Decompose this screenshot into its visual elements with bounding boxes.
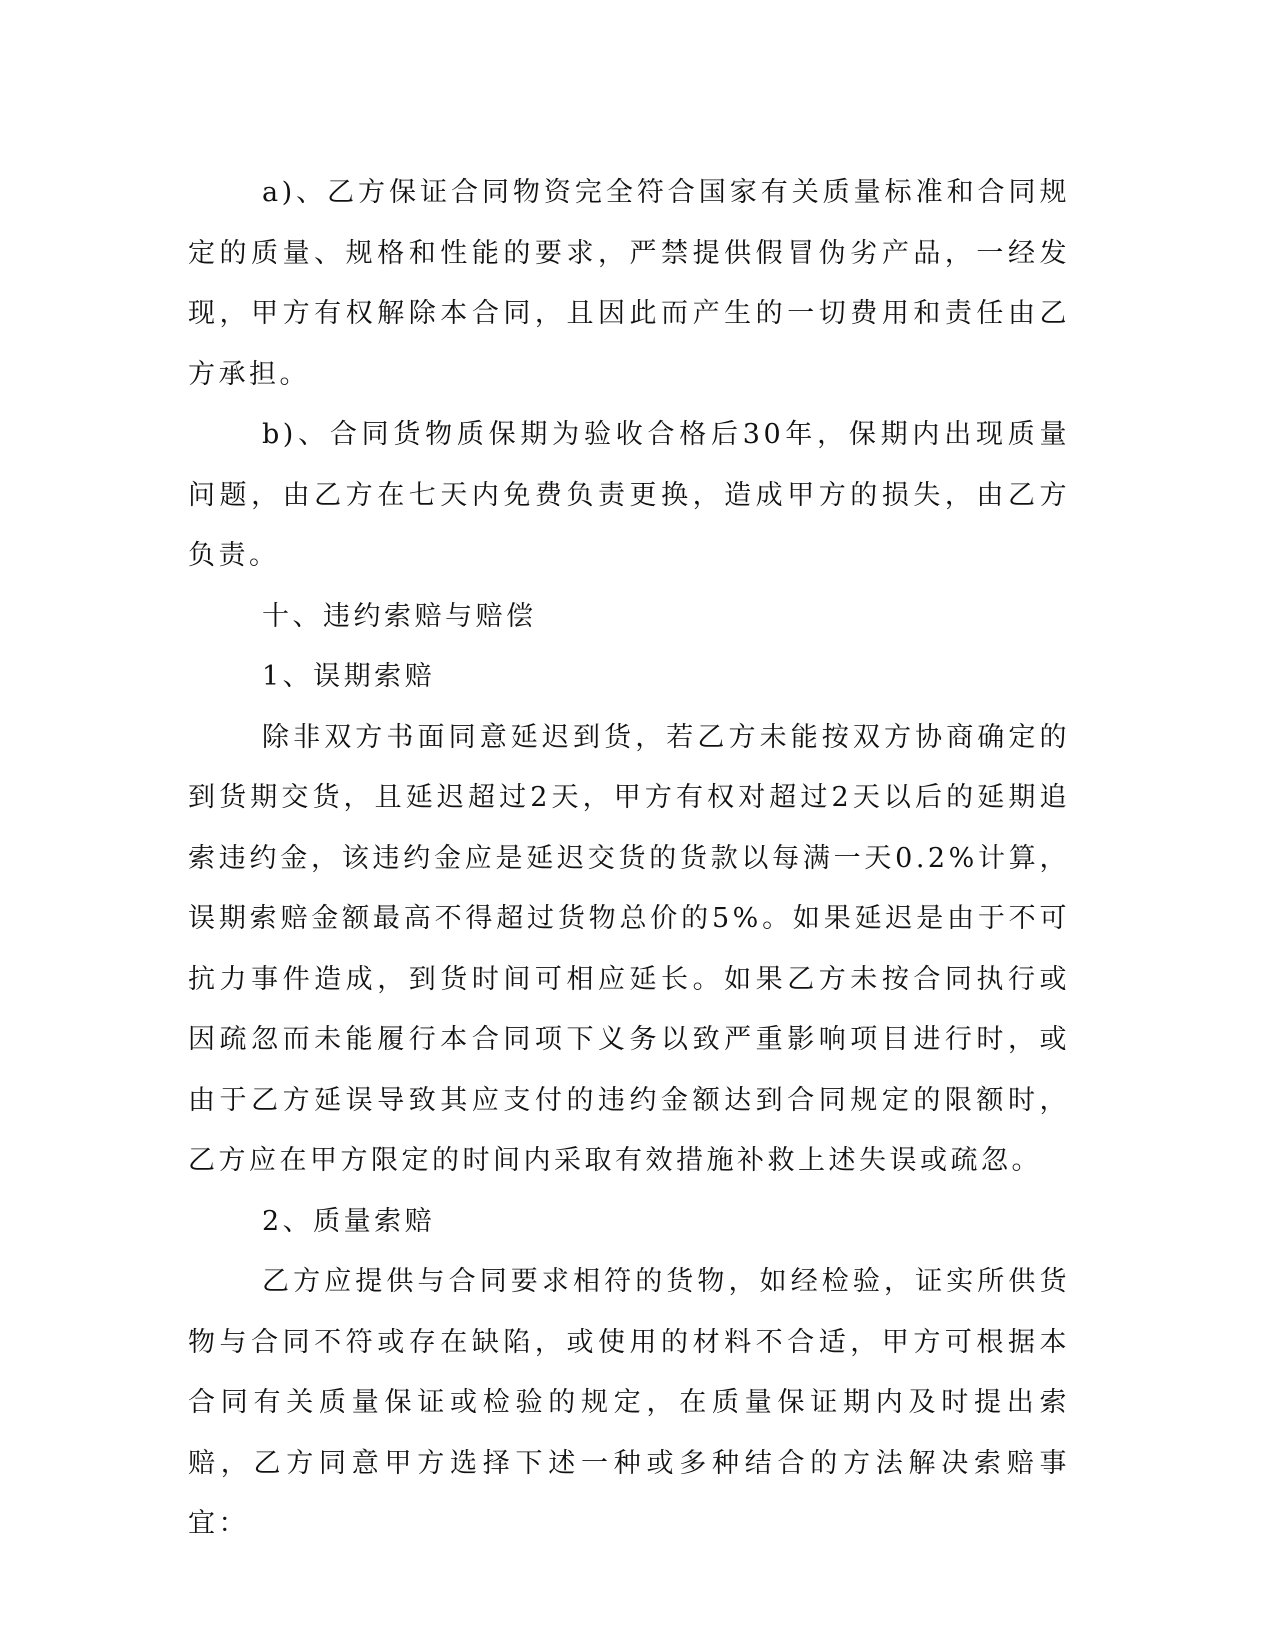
- subsection-heading-quality-claims: 2、质量索赔: [262, 1205, 436, 1237]
- subsection-heading-delay-claims: 1、误期索赔: [262, 661, 436, 692]
- document-body: [188, 163, 1070, 1555]
- section-heading-breach-claims: 十、违约索赔与赔偿: [262, 600, 537, 632]
- paragraph-delay-claims: 除非双方书面同意延迟到货，若乙方未能按双方协商确定的到货期交货，且延迟超过2天，甲方有权对超过2天以后的延期追索违约金，该违约金应是延迟交货的货款以每满一天0.2%计算，误期索赔金额最高不得超过货物总价的5%。如果延迟是由于不可抗力事件造成，到货时间可相应延长。如果乙方未按合同执行或因疏忽而未能履行本合同项下义务以致严重影响项目进行时，或由于乙方延误导致其应支付的违约金额达到合同规定的限额时，乙方应在甲方限定的时间内采取有效措施补救上述失误或疏忽。: [188, 721, 1070, 1176]
- paragraph-quality-claims: 乙方应提供与合同要求相符的货物，如经检验，证实所供货物与合同不符或存在缺陷，或使用的材料不合适，甲方可根据本合同有关质量保证或检验的规定，在质量保证期内及时提出索赔，乙方同意甲方选择下述一种或多种结合的方法解决索赔事宜：: [188, 1266, 1070, 1539]
- paragraph-quality-guarantee: a)、乙方保证合同物资完全符合国家有关质量标准和合同规定的质量、规格和性能的要求，严禁提供假冒伪劣产品，一经发现，甲方有权解除本合同，且因此而产生的一切费用和责任由乙方承担。: [188, 177, 1070, 390]
- paragraph-warranty-period: b)、合同货物质保期为验收合格后30年，保期内出现质量问题，由乙方在七天内免费负责更换，造成甲方的损失，由乙方负责。: [188, 419, 1070, 571]
